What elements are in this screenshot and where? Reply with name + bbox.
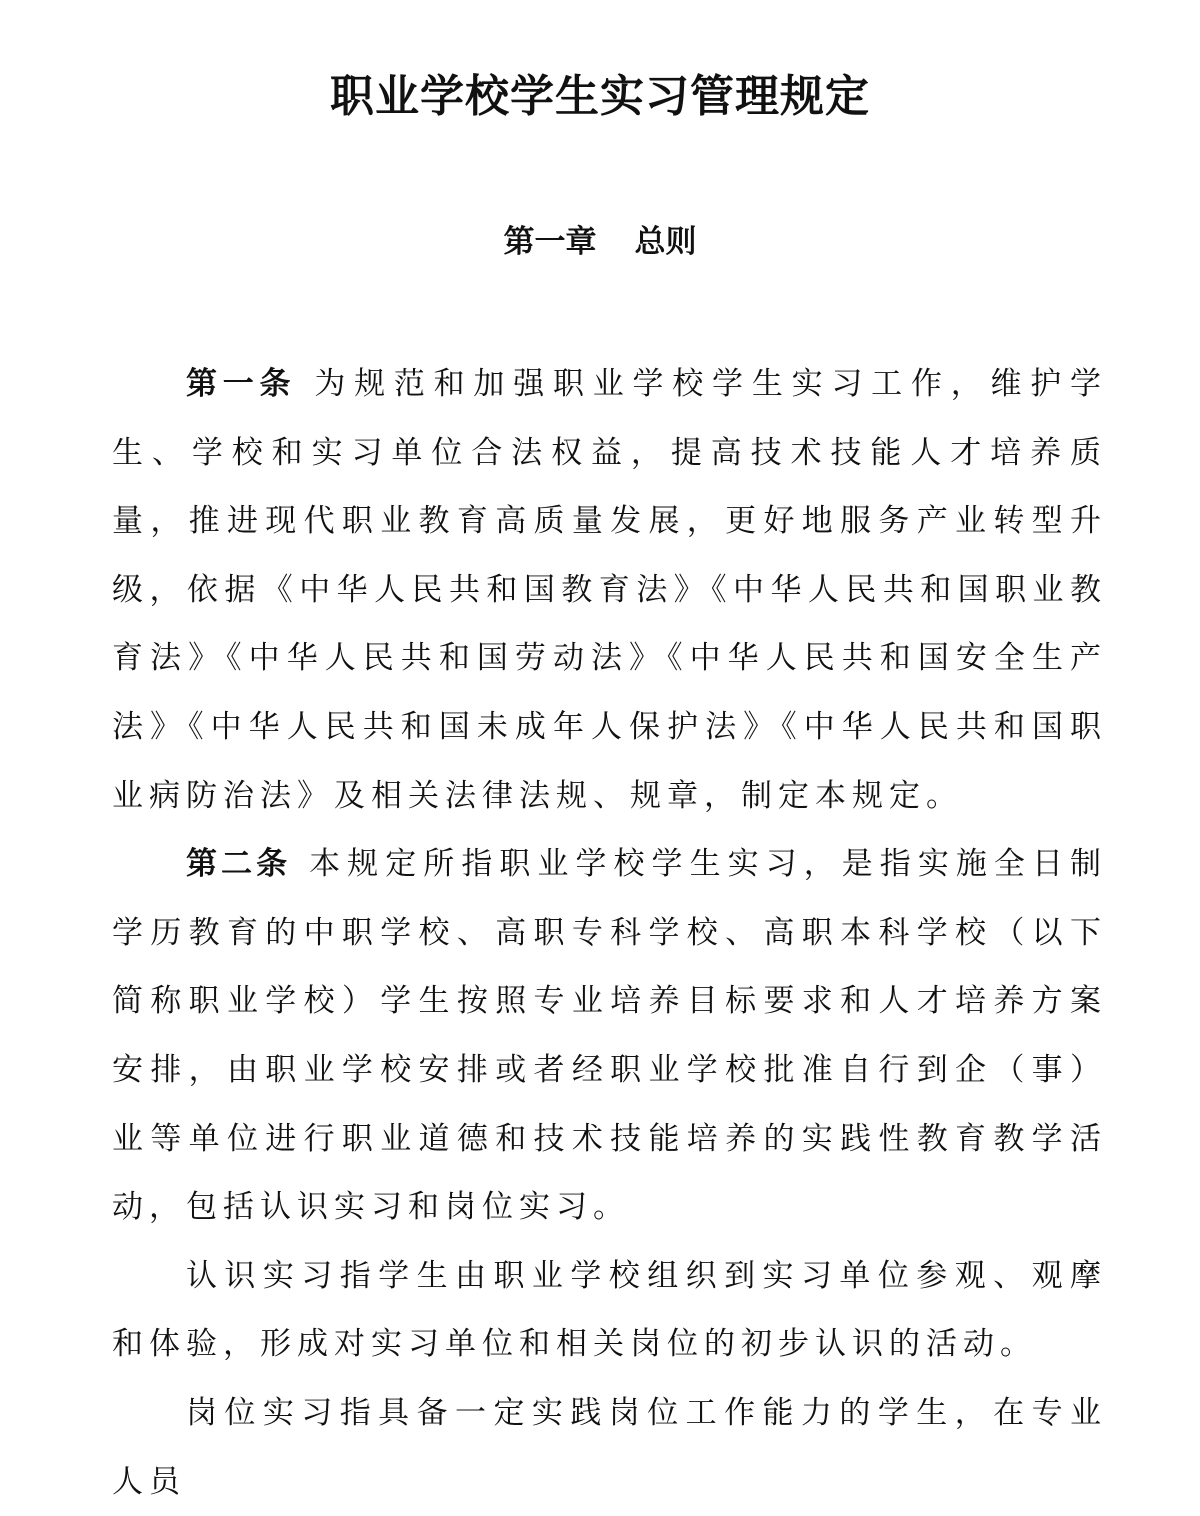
article-label: 第二条 [186, 846, 292, 883]
document-title: 职业学校学生实习管理规定 [330, 71, 870, 122]
body-paragraph [112, 1379, 1107, 1516]
chapter-heading [0, 214, 1200, 270]
article-text: 为规范和加强职业学校学生实习工作，维护学生、学校和实习单位合法权益，提高技术技能人才培养质量，推进现代职业教育高质量发展，更好地服务产业转型升级，依据《中华人民共和国教育法》《中华人民共和国职业教育法》《中华人民共和国劳动法》《中华人民共和国安全生产法》《中华人民共和国未成年人保护法》《中华人民共和国职业病防治法》及相关法律法规、规章，制定本规定。 [112, 366, 1108, 814]
article-text: 本规定所指职业学校学生实习，是指实施全日制学历教育的中职学校、高职专科学校、高职本科学校（以下简称职业学校）学生按照专业培养目标要求和人才培养方案安排，由职业学校安排或者经职业学校批准自行到企（事）业等单位进行职业道德和技术技能培养的实践性教育教学活动，包括认识实习和岗位实习。 [112, 846, 1108, 1226]
document-body [112, 350, 1107, 1516]
chapter-number: 第一章 [503, 224, 597, 260]
chapter-name: 总则 [634, 224, 697, 260]
article-paragraph [112, 350, 1107, 830]
paragraph-text: 认识实习指学生由职业学校组织到实习单位参观、观摩和体验，形成对实习单位和相关岗位的初步认识的活动。 [112, 1257, 1107, 1363]
article-label: 第一条 [186, 366, 297, 402]
paragraph-text: 岗位实习指具备一定实践岗位工作能力的学生，在专业人员 [112, 1394, 1107, 1500]
body-paragraph [112, 1242, 1107, 1379]
article-paragraph [112, 830, 1107, 1242]
